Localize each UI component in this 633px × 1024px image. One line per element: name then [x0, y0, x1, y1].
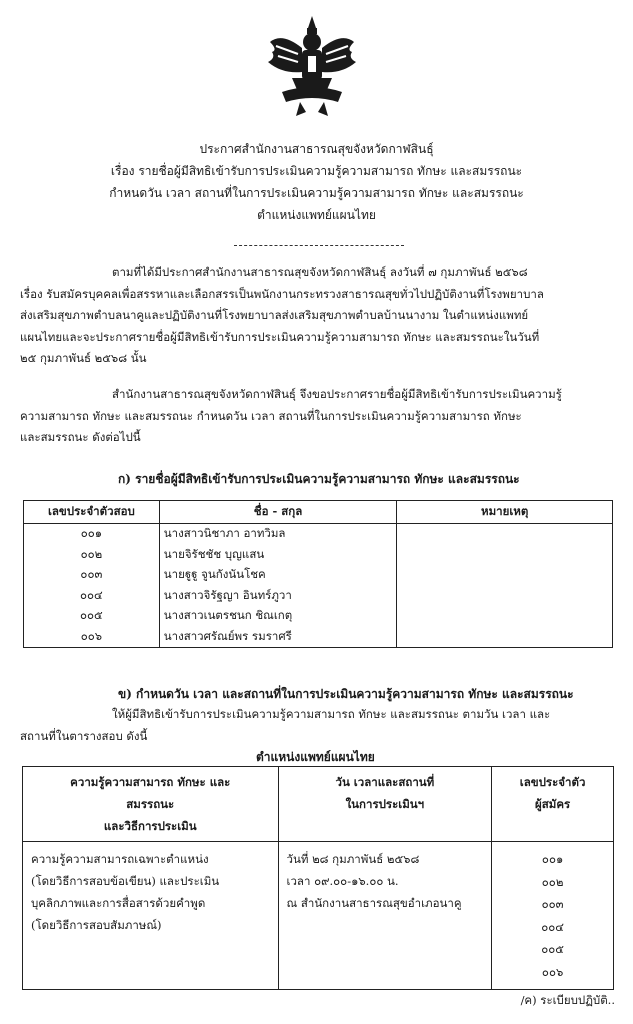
candidate-name: นางสาวศรัณย์พร รมราศรี: [159, 627, 397, 648]
section-b-intro: [20, 704, 620, 747]
table-row: [24, 586, 613, 607]
position-title: ตำแหน่งแพทย์แผนไทย: [256, 750, 375, 764]
table-row: [24, 524, 613, 545]
candidate-id: ๐๐๓: [24, 565, 160, 586]
table-row: [24, 545, 613, 566]
intro-line: เรื่อง รับสมัครบุคคลเพื่อสรรหาและเลือกสรรเป็นพนักงานกระทรวงสาธารณสุขทั่วไปปฏิบัติงานที่โรงพยาบาล: [20, 286, 544, 301]
table-header-row: [24, 501, 613, 524]
section-a-title: ก) รายชื่อผู้มีสิทธิเข้ารับการประเมินความรู้ความสามารถ ทักษะ และสมรรถนะ: [118, 472, 520, 486]
schedule-table: [22, 766, 614, 990]
header-schedule: กำหนดวัน เวลา สถานที่ในการประเมินความรู้ความสามารถ ทักษะ และสมรรถนะ: [109, 186, 524, 200]
col-header-method: ความรู้ความสามารถ ทักษะ และ สมรรถนะ และวิธีการประเมิน: [23, 767, 279, 842]
section-b-title: ข) กำหนดวัน เวลา และสถานที่ในการประเมินความรู้ความสามารถ ทักษะ และสมรรถนะ: [118, 687, 574, 701]
section-b-intro-line: สถานที่ในตารางสอบ ดังนี้: [20, 728, 148, 743]
candidate-id: ๐๐๑: [24, 524, 160, 545]
intro-line: ส่งเสริมสุขภาพตำบลนาคูและปฏิบัติงานที่โรงพยาบาลส่งเสริมสุขภาพตำบลบ้านนางาม ในตำแหน่งแพทย์: [20, 308, 529, 322]
candidate-note: [397, 606, 613, 627]
candidate-note: [397, 565, 613, 586]
intro-line: แผนไทยและจะประกาศรายชื่อผู้มีสิทธิเข้ารับการประเมินความรู้ความสามารถ ทักษะ และสมรรถนะในวันที่: [20, 329, 540, 344]
col-header-schedule: วัน เวลาและสถานที่ ในการประเมินฯ: [278, 767, 492, 842]
header-divider: [234, 245, 404, 246]
announce-paragraph: [20, 384, 620, 449]
header-subject: เรื่อง รายชื่อผู้มีสิทธิเข้ารับการประเมินความรู้ความสามารถ ทักษะ และสมรรถนะ: [110, 164, 523, 178]
intro-line: ๒๕ กุมภาพันธ์ ๒๕๖๘ นั้น: [20, 351, 147, 365]
continuation-note: /ค) ระเบียบปฏิบัติ..: [520, 993, 615, 1007]
col-header-id: เลขประจำตัวสอบ: [24, 501, 160, 524]
announce-line: สำนักงานสาธารณสุขจังหวัดกาฬสินธุ์ จึงขอประกาศรายชื่อผู้มีสิทธิเข้ารับการประเมินความรู้: [112, 387, 562, 401]
announcement-header: [0, 138, 633, 226]
candidate-note: [397, 586, 613, 607]
candidate-id: ๐๐๕: [24, 606, 160, 627]
applicant-ids: ๐๐๑ ๐๐๒ ๐๐๓ ๐๐๔ ๐๐๕ ๐๐๖: [492, 842, 614, 990]
table-row: [24, 627, 613, 648]
assessment-method: ความรู้ความสามารถเฉพาะตำแหน่ง (โดยวิธีการสอบข้อเขียน) และประเมิน บุคลิกภาพและการสื่อสารด้วยคำพูด (โดยวิธีการสอบสัมภาษณ์): [23, 842, 279, 990]
candidate-id: ๐๐๔: [24, 586, 160, 607]
table-row: [24, 565, 613, 586]
header-agency: ประกาศสำนักงานสาธารณสุขจังหวัดกาฬสินธุ์: [199, 142, 434, 156]
candidate-table: [23, 500, 613, 648]
section-b-intro-line: ให้ผู้มีสิทธิเข้ารับการประเมินความรู้ความสามารถ ทักษะ และสมรรถนะ ตามวัน เวลา และ: [112, 707, 551, 721]
table-row: [23, 842, 614, 990]
announce-line: และสมรรถนะ ดังต่อไปนี้: [20, 430, 141, 444]
col-header-applicant-id: เลขประจำตัว ผู้สมัคร: [492, 767, 614, 842]
candidate-name: นางสาวจิรัฐญา อินทร์ภูวา: [159, 586, 397, 607]
table-row: [24, 606, 613, 627]
candidate-note: [397, 545, 613, 566]
header-position: ตำแหน่งแพทย์แผนไทย: [257, 208, 376, 222]
col-header-name: ชื่อ - สกุล: [159, 501, 397, 524]
col-header-note: หมายเหตุ: [397, 501, 613, 524]
announce-line: ความสามารถ ทักษะ และสมรรถนะ กำหนดวัน เวลา สถานที่ในการประเมินความรู้ความสามารถ ทักษะ: [20, 408, 522, 423]
candidate-name: นายจิรัชชัช บุญแสน: [159, 545, 397, 566]
garuda-emblem-icon: [262, 12, 362, 120]
candidate-id: ๐๐๖: [24, 627, 160, 648]
candidate-note: [397, 627, 613, 648]
candidate-note: [397, 524, 613, 545]
intro-line: ตามที่ได้มีประกาศสำนักงานสาธารณสุขจังหวัดกาฬสินธุ์ ลงวันที่ ๗ กุมภาพันธ์ ๒๕๖๘: [112, 265, 528, 279]
candidate-id: ๐๐๒: [24, 545, 160, 566]
table-header-row: [23, 767, 614, 842]
candidate-name: นางสาวนิชาภา อาทวิมล: [159, 524, 397, 545]
candidate-name: นายฐูฐู จูนกังนันโชค: [159, 565, 397, 586]
assessment-schedule: วันที่ ๒๘ กุมภาพันธ์ ๒๕๖๘ เวลา ๐๙.๐๐-๑๖.๐๐ น. ณ สำนักงานสาธารณสุขอำเภอนาคู: [278, 842, 492, 990]
candidate-name: นางสาวเนตรชนก ชิณเกตุ: [159, 606, 397, 627]
intro-paragraph: [20, 262, 620, 370]
